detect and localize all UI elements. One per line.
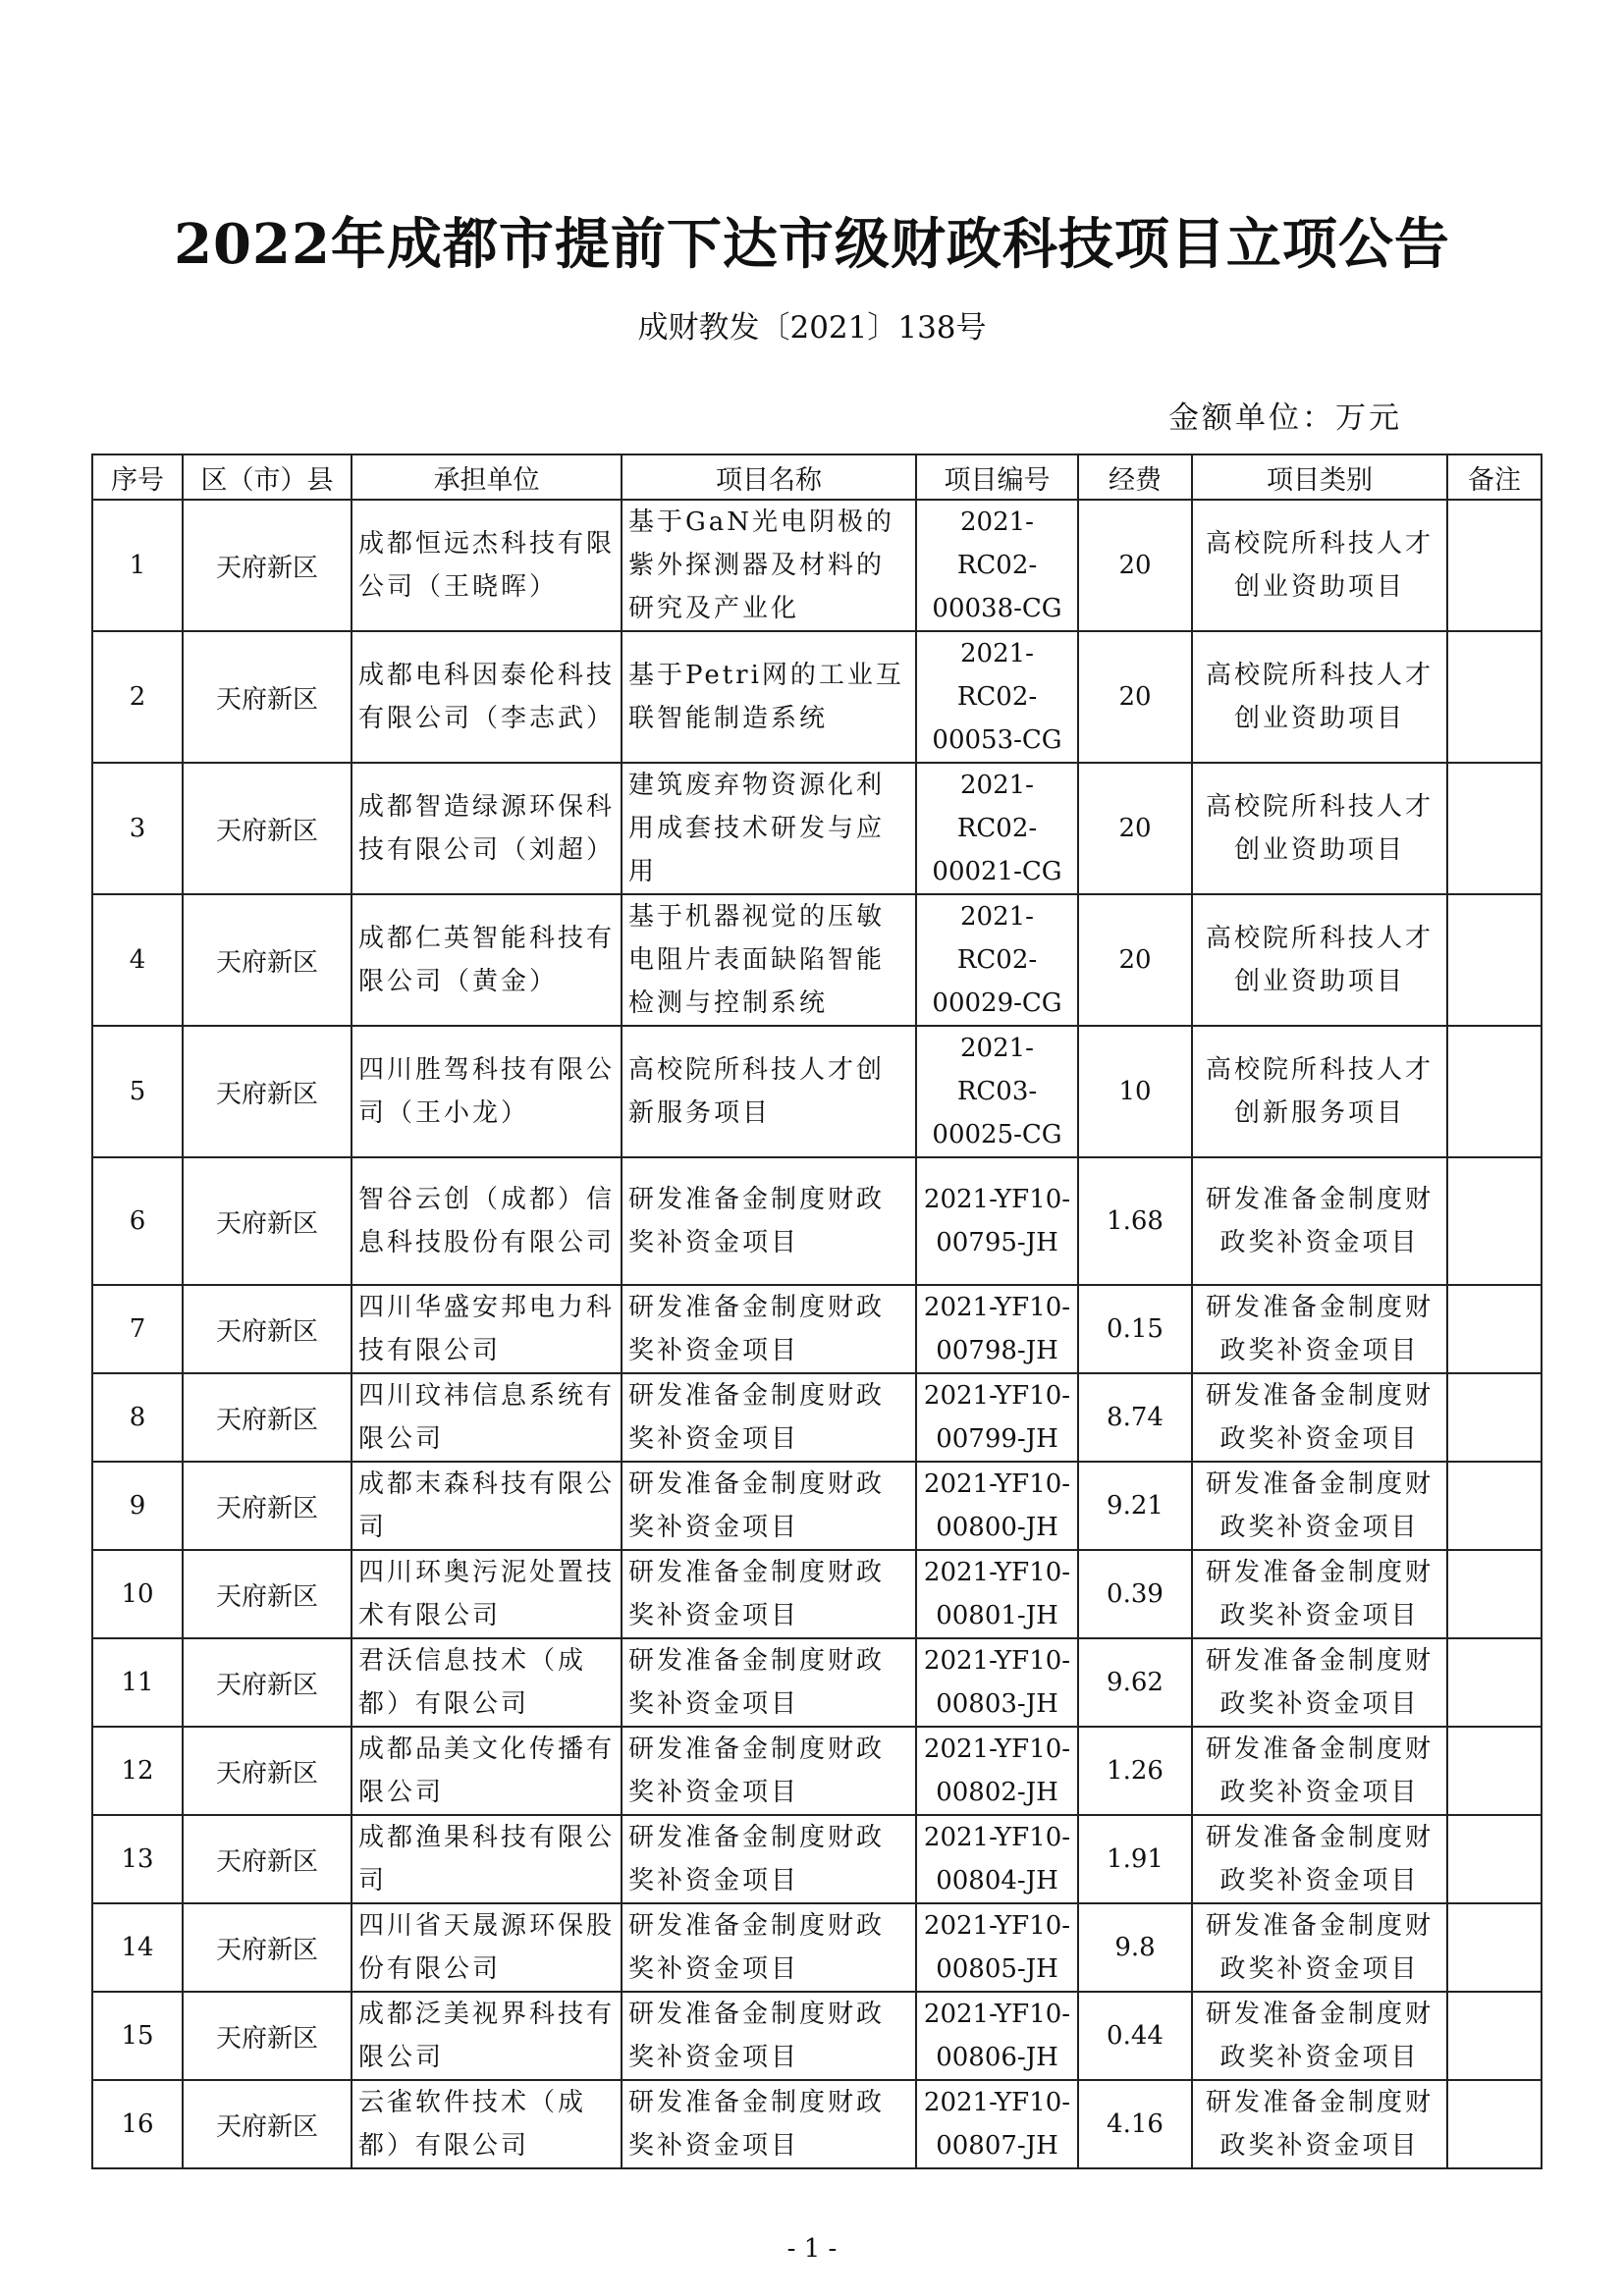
cell-category: 研发准备金制度财政奖补资金项目 [1192, 1157, 1447, 1285]
cell-funding: 4.16 [1078, 2080, 1192, 2168]
cell-org: 云雀软件技术（成都）有限公司 [352, 2080, 622, 2168]
cell-funding: 8.74 [1078, 1373, 1192, 1462]
cell-funding: 1.91 [1078, 1815, 1192, 1903]
cell-funding: 9.21 [1078, 1462, 1192, 1550]
cell-project-code: 2021-YF10-00801-JH [916, 1550, 1078, 1638]
cell-project-name: 研发准备金制度财政奖补资金项目 [622, 2080, 916, 2168]
cell-district: 天府新区 [183, 763, 352, 894]
cell-note [1447, 1462, 1542, 1550]
cell-district: 天府新区 [183, 1157, 352, 1285]
table-row [92, 1157, 1542, 1285]
cell-category: 研发准备金制度财政奖补资金项目 [1192, 2080, 1447, 2168]
cell-no: 4 [92, 894, 183, 1026]
cell-no: 14 [92, 1903, 183, 1992]
header-no: 序号 [92, 454, 183, 500]
cell-note [1447, 1550, 1542, 1638]
table-row [92, 1727, 1542, 1815]
header-note: 备注 [1447, 454, 1542, 500]
header-project-name: 项目名称 [622, 454, 916, 500]
cell-org: 成都渔果科技有限公司 [352, 1815, 622, 1903]
cell-category: 高校院所科技人才创业资助项目 [1192, 500, 1447, 631]
header-district: 区（市）县 [183, 454, 352, 500]
cell-district: 天府新区 [183, 1462, 352, 1550]
cell-category: 研发准备金制度财政奖补资金项目 [1192, 1903, 1447, 1992]
cell-project-name: 基于机器视觉的压敏电阻片表面缺陷智能检测与控制系统 [622, 894, 916, 1026]
cell-org: 成都品美文化传播有限公司 [352, 1727, 622, 1815]
cell-org: 智谷云创（成都）信息科技股份有限公司 [352, 1157, 622, 1285]
amount-unit-label: 金额单位：万元 [1168, 400, 1402, 436]
cell-funding: 0.15 [1078, 1285, 1192, 1373]
table-row [92, 1903, 1542, 1992]
cell-note [1447, 500, 1542, 631]
cell-district: 天府新区 [183, 894, 352, 1026]
cell-project-code: 2021-RC02-00053-CG [916, 631, 1078, 763]
header-funding: 经费 [1078, 454, 1192, 500]
cell-no: 12 [92, 1727, 183, 1815]
cell-project-name: 研发准备金制度财政奖补资金项目 [622, 1550, 916, 1638]
cell-project-code: 2021-YF10-00803-JH [916, 1638, 1078, 1727]
cell-note [1447, 1373, 1542, 1462]
cell-district: 天府新区 [183, 1903, 352, 1992]
cell-category: 研发准备金制度财政奖补资金项目 [1192, 1550, 1447, 1638]
cell-note [1447, 1638, 1542, 1727]
cell-category: 研发准备金制度财政奖补资金项目 [1192, 1285, 1447, 1373]
cell-funding: 0.44 [1078, 1992, 1192, 2080]
cell-note [1447, 2080, 1542, 2168]
cell-funding: 20 [1078, 763, 1192, 894]
cell-category: 高校院所科技人才创业资助项目 [1192, 763, 1447, 894]
cell-no: 13 [92, 1815, 183, 1903]
cell-funding: 0.39 [1078, 1550, 1192, 1638]
cell-note [1447, 1157, 1542, 1285]
cell-org: 四川华盛安邦电力科技有限公司 [352, 1285, 622, 1373]
cell-note [1447, 763, 1542, 894]
cell-no: 5 [92, 1026, 183, 1157]
cell-project-code: 2021-YF10-00798-JH [916, 1285, 1078, 1373]
cell-org: 成都末森科技有限公司 [352, 1462, 622, 1550]
cell-project-name: 建筑废弃物资源化利用成套技术研发与应用 [622, 763, 916, 894]
cell-project-name: 基于Petri网的工业互联智能制造系统 [622, 631, 916, 763]
table-row [92, 1373, 1542, 1462]
cell-project-code: 2021-YF10-00805-JH [916, 1903, 1078, 1992]
cell-project-code: 2021-YF10-00800-JH [916, 1462, 1078, 1550]
cell-district: 天府新区 [183, 1285, 352, 1373]
cell-org: 四川环奥污泥处置技术有限公司 [352, 1550, 622, 1638]
cell-project-code: 2021-YF10-00806-JH [916, 1992, 1078, 2080]
cell-project-name: 研发准备金制度财政奖补资金项目 [622, 1903, 916, 1992]
table-row [92, 1026, 1542, 1157]
cell-district: 天府新区 [183, 1026, 352, 1157]
cell-project-code: 2021-YF10-00804-JH [916, 1815, 1078, 1903]
cell-funding: 20 [1078, 894, 1192, 1026]
table-body [92, 500, 1542, 2168]
cell-project-name: 研发准备金制度财政奖补资金项目 [622, 1638, 916, 1727]
cell-category: 研发准备金制度财政奖补资金项目 [1192, 1727, 1447, 1815]
cell-category: 研发准备金制度财政奖补资金项目 [1192, 1992, 1447, 2080]
cell-category: 高校院所科技人才创业资助项目 [1192, 894, 1447, 1026]
cell-district: 天府新区 [183, 1638, 352, 1727]
cell-project-code: 2021-RC02-00029-CG [916, 894, 1078, 1026]
cell-funding: 9.62 [1078, 1638, 1192, 1727]
cell-note [1447, 1285, 1542, 1373]
cell-no: 6 [92, 1157, 183, 1285]
cell-project-code: 2021-YF10-00807-JH [916, 2080, 1078, 2168]
cell-org: 成都仁英智能科技有限公司（黄金） [352, 894, 622, 1026]
cell-no: 11 [92, 1638, 183, 1727]
cell-district: 天府新区 [183, 1992, 352, 2080]
cell-funding: 9.8 [1078, 1903, 1192, 1992]
cell-project-code: 2021-RC02-00021-CG [916, 763, 1078, 894]
table-row [92, 2080, 1542, 2168]
cell-category: 研发准备金制度财政奖补资金项目 [1192, 1373, 1447, 1462]
cell-note [1447, 1026, 1542, 1157]
document-title: 2022年成都市提前下达市级财政科技项目立项公告 [174, 212, 1450, 277]
table-row [92, 1285, 1542, 1373]
cell-funding: 1.26 [1078, 1727, 1192, 1815]
header-category: 项目类别 [1192, 454, 1447, 500]
cell-note [1447, 1903, 1542, 1992]
cell-project-code: 2021-RC03-00025-CG [916, 1026, 1078, 1157]
cell-district: 天府新区 [183, 631, 352, 763]
page-number: - 1 - [786, 2234, 838, 2264]
cell-org: 四川省天晟源环保股份有限公司 [352, 1903, 622, 1992]
cell-district: 天府新区 [183, 1815, 352, 1903]
table-row [92, 1462, 1542, 1550]
cell-project-code: 2021-YF10-00802-JH [916, 1727, 1078, 1815]
cell-org: 成都智造绿源环保科技有限公司（刘超） [352, 763, 622, 894]
cell-funding: 20 [1078, 631, 1192, 763]
table-row [92, 500, 1542, 631]
cell-no: 9 [92, 1462, 183, 1550]
header-project-code: 项目编号 [916, 454, 1078, 500]
table-row [92, 1815, 1542, 1903]
project-table [91, 454, 1543, 2169]
cell-no: 10 [92, 1550, 183, 1638]
cell-project-name: 研发准备金制度财政奖补资金项目 [622, 1992, 916, 2080]
cell-project-code: 2021-YF10-00795-JH [916, 1157, 1078, 1285]
header-org: 承担单位 [352, 454, 622, 500]
cell-category: 高校院所科技人才创新服务项目 [1192, 1026, 1447, 1157]
cell-org: 成都电科因泰伦科技有限公司（李志武） [352, 631, 622, 763]
table-row [92, 1638, 1542, 1727]
cell-category: 研发准备金制度财政奖补资金项目 [1192, 1815, 1447, 1903]
cell-funding: 10 [1078, 1026, 1192, 1157]
table-row [92, 631, 1542, 763]
cell-project-name: 研发准备金制度财政奖补资金项目 [622, 1373, 916, 1462]
cell-project-name: 基于GaN光电阴极的紫外探测器及材料的研究及产业化 [622, 500, 916, 631]
cell-no: 8 [92, 1373, 183, 1462]
cell-org: 四川胜驾科技有限公司（王小龙） [352, 1026, 622, 1157]
cell-project-name: 研发准备金制度财政奖补资金项目 [622, 1157, 916, 1285]
cell-org: 成都泛美视界科技有限公司 [352, 1992, 622, 2080]
cell-district: 天府新区 [183, 1373, 352, 1462]
cell-note [1447, 1815, 1542, 1903]
cell-funding: 1.68 [1078, 1157, 1192, 1285]
cell-funding: 20 [1078, 500, 1192, 631]
document-number: 成财教发〔2021〕138号 [637, 310, 987, 346]
cell-no: 7 [92, 1285, 183, 1373]
cell-no: 3 [92, 763, 183, 894]
cell-district: 天府新区 [183, 1727, 352, 1815]
cell-note [1447, 631, 1542, 763]
table-row [92, 1550, 1542, 1638]
cell-project-name: 研发准备金制度财政奖补资金项目 [622, 1462, 916, 1550]
cell-district: 天府新区 [183, 500, 352, 631]
cell-project-name: 高校院所科技人才创新服务项目 [622, 1026, 916, 1157]
cell-no: 1 [92, 500, 183, 631]
cell-category: 研发准备金制度财政奖补资金项目 [1192, 1462, 1447, 1550]
cell-org: 君沃信息技术（成都）有限公司 [352, 1638, 622, 1727]
cell-org: 成都恒远杰科技有限公司（王晓晖） [352, 500, 622, 631]
cell-no: 15 [92, 1992, 183, 2080]
table-header-row [92, 454, 1542, 500]
cell-project-code: 2021-RC02-00038-CG [916, 500, 1078, 631]
cell-org: 四川玟祎信息系统有限公司 [352, 1373, 622, 1462]
table-header [92, 454, 1542, 500]
cell-note [1447, 894, 1542, 1026]
table-row [92, 763, 1542, 894]
cell-district: 天府新区 [183, 1550, 352, 1638]
table-row [92, 894, 1542, 1026]
cell-category: 研发准备金制度财政奖补资金项目 [1192, 1638, 1447, 1727]
cell-project-name: 研发准备金制度财政奖补资金项目 [622, 1815, 916, 1903]
cell-category: 高校院所科技人才创业资助项目 [1192, 631, 1447, 763]
cell-no: 2 [92, 631, 183, 763]
cell-no: 16 [92, 2080, 183, 2168]
cell-note [1447, 1992, 1542, 2080]
cell-project-name: 研发准备金制度财政奖补资金项目 [622, 1727, 916, 1815]
cell-project-code: 2021-YF10-00799-JH [916, 1373, 1078, 1462]
cell-project-name: 研发准备金制度财政奖补资金项目 [622, 1285, 916, 1373]
cell-note [1447, 1727, 1542, 1815]
cell-district: 天府新区 [183, 2080, 352, 2168]
table-row [92, 1992, 1542, 2080]
